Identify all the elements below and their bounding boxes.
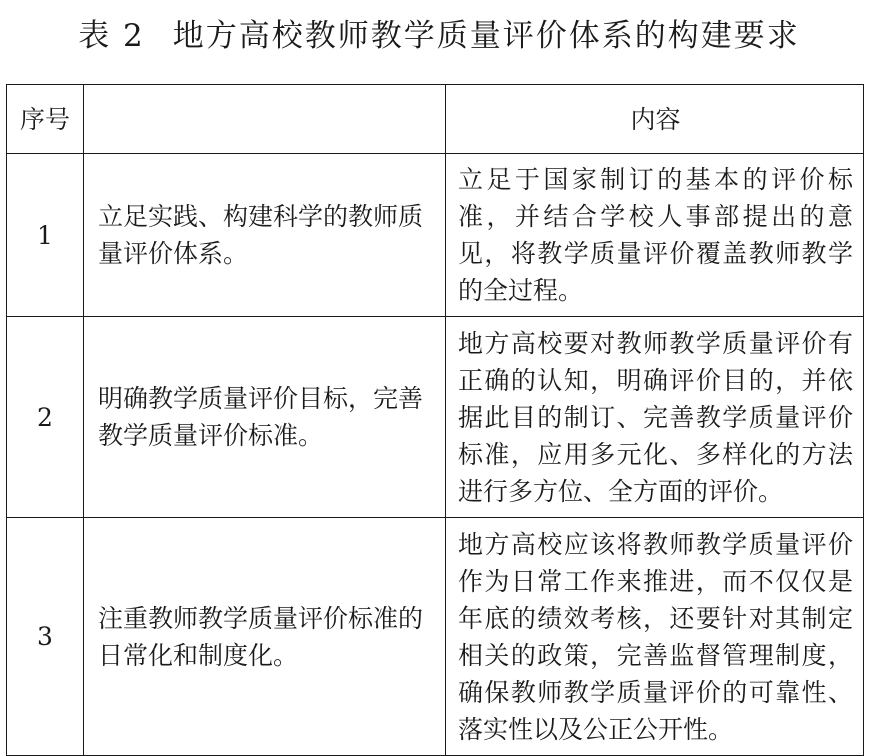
row-item: 明确教学质量评价目标，完善教学质量评价标准。 — [84, 317, 446, 518]
row-number: 2 — [7, 317, 84, 518]
header-content: 内容 — [446, 85, 864, 154]
row-number: 3 — [7, 518, 84, 756]
table-caption — [0, 14, 878, 58]
table-number: 表 2 — [78, 18, 145, 54]
row-content: 地方高校应该将教师教学质量评价作为日常工作来推进，而不仅仅是年底的绩效考核，还要针对其制定相关的政策，完善监督管理制度，确保教师教学质量评价的可靠性、落实性以及公正公开性。 — [446, 518, 864, 756]
table-title: 地方高校教师教学质量评价体系的构建要求 — [172, 18, 800, 54]
row-content: 地方高校要对教师教学质量评价有正确的认知，明确评价目的，并依据此目的制订、完善教学质量评价标准，应用多元化、多样化的方法进行多方位、全方面的评价。 — [446, 317, 864, 518]
requirements-table — [6, 84, 864, 756]
row-item: 立足实践、构建科学的教师质量评价体系。 — [84, 154, 446, 317]
table-row — [7, 317, 864, 518]
table-row — [7, 154, 864, 317]
row-content: 立足于国家制订的基本的评价标准，并结合学校人事部提出的意见，将教学质量评价覆盖教师教学的全过程。 — [446, 154, 864, 317]
row-item: 注重教师教学质量评价标准的日常化和制度化。 — [84, 518, 446, 756]
header-row — [7, 85, 864, 154]
header-item — [84, 85, 446, 154]
row-number: 1 — [7, 154, 84, 317]
header-no: 序号 — [7, 85, 84, 154]
